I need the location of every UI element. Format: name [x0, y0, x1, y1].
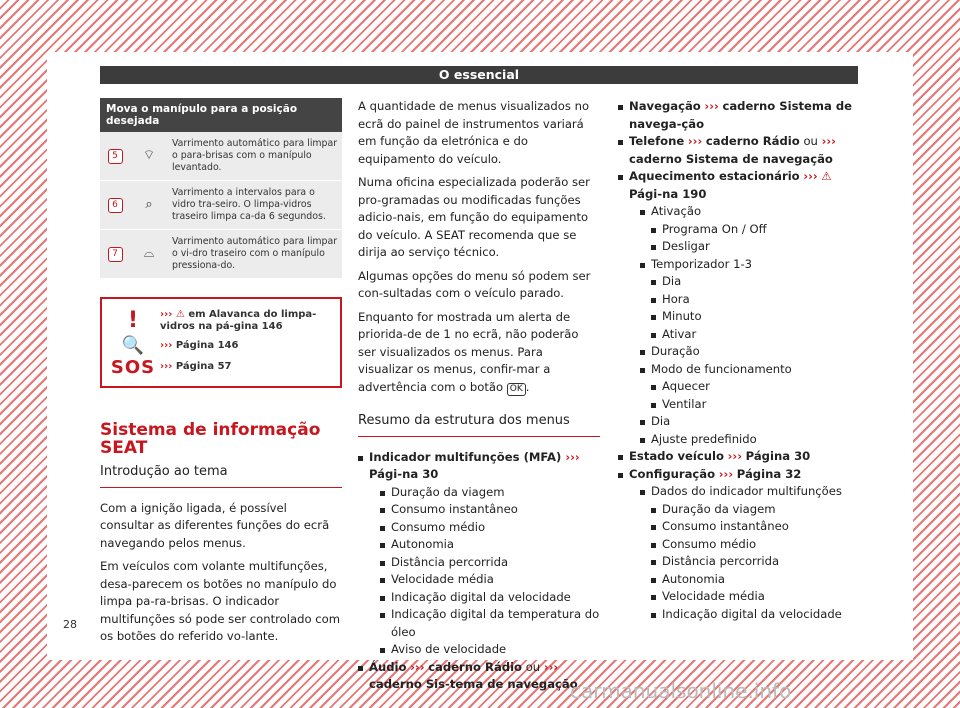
table-row — [100, 181, 342, 230]
list-item: Ajuste predefinido — [640, 431, 860, 449]
menu-summary-heading: Resumo da estrutura dos menus — [358, 412, 600, 437]
list-item: Hora — [651, 291, 860, 309]
section-title: Sistema de informação SEAT — [100, 420, 321, 458]
table-row — [100, 132, 342, 181]
row-text: Varrimento a intervalos para o vidro tra-seiro. O limpa-vidros traseiro limpa ca-da 6 segundos. — [168, 181, 342, 230]
list-item: Indicação digital da velocidade — [651, 606, 860, 624]
list-item: Duração — [640, 343, 860, 361]
sos-icon: SOS — [110, 356, 156, 378]
ref-link[interactable]: Página 32 — [736, 466, 802, 481]
page-number: 28 — [63, 618, 77, 631]
menu-list-continued — [618, 98, 860, 623]
rear-washer-icon: ⌓ — [130, 230, 168, 279]
list-item: Consumo médio — [651, 536, 860, 554]
row-number: 7 — [108, 247, 123, 262]
ref-link[interactable]: Pági-na 30 — [369, 467, 439, 481]
mfa-sublist — [369, 484, 600, 659]
list-item: Desligar — [651, 238, 860, 256]
ref-arrows: ››› — [160, 309, 173, 320]
list-item: Indicação digital da temperatura do óleo — [380, 606, 600, 641]
page-header: O essencial — [100, 66, 858, 84]
list-item: Telefone ››› caderno Rádio ou ››› caderno Sistema de navegação — [618, 133, 860, 168]
wiper-table — [100, 98, 342, 279]
ref-link[interactable]: caderno Rádio — [428, 659, 523, 674]
warning-ref-3[interactable]: Página 57 — [175, 361, 232, 373]
list-item: Ativação — [640, 203, 860, 221]
warning-ref-1[interactable]: em Alavanca do limpa-vidros na pá-gina 146 — [160, 309, 317, 332]
warning-ref-2[interactable]: Página 146 — [175, 339, 239, 351]
list-item: Dia — [640, 413, 860, 431]
ref-link[interactable]: caderno Sistema de navega-ção — [629, 99, 853, 131]
list-item: Dia — [651, 273, 860, 291]
list-item: Indicação digital da velocidade — [380, 589, 600, 607]
list-item: Dados do indicador multifunções — [640, 483, 860, 501]
list-item: Ventilar — [651, 396, 860, 414]
row-text: Varrimento automático para limpar o vi-dro traseiro com o manípulo pressiona-do. — [168, 230, 342, 279]
column-middle — [358, 98, 600, 694]
list-item: Aquecer — [651, 378, 860, 396]
column-left — [100, 98, 342, 652]
column-right — [618, 98, 860, 623]
warning-triangle-icon: ⚠ — [175, 309, 185, 320]
list-item: Configuração ››› Página 32 Dados do indicador multifunções Duração da viagem Consumo instantâneo Consumo médio Distância percorrida Autonomia Velocidade média Indicação digital da velocidade — [618, 466, 860, 624]
list-item: Autonomia — [380, 536, 600, 554]
leaf-magnifier-icon: 🔍 — [121, 335, 145, 356]
exclamation-icon: ! — [127, 308, 139, 334]
row-number: 5 — [108, 149, 123, 164]
menu-list — [358, 449, 600, 694]
rear-wiper-interval-icon: ⌕ — [130, 181, 168, 230]
dados-sublist — [640, 501, 860, 624]
ref-link[interactable]: caderno Sistema de navegação — [629, 151, 833, 166]
windshield-wiper-icon: ⌔ — [130, 132, 168, 181]
list-item: Temporizador 1-3 — [640, 256, 860, 274]
paragraph: A quantidade de menus visualizados no ecrã do painel de instrumentos variará em função da eletrónica e do equipamento do veículo. — [358, 99, 590, 166]
ref-arrows: ››› — [160, 339, 173, 351]
list-item: Minuto — [651, 308, 860, 326]
list-item: Distância percorrida — [651, 553, 860, 571]
paragraph: Algumas opções do menu só podem ser con-sultadas com o veículo parado. — [358, 268, 591, 300]
list-item: Velocidade média — [380, 571, 600, 589]
ref-link[interactable]: caderno Sis-tema de navegação — [369, 677, 578, 691]
list-item: Consumo instantâneo — [651, 518, 860, 536]
list-item: Programa On / Off — [651, 221, 860, 239]
paragraph: Em veículos com volante multifunções, desa-parecem os botões no manípulo do limpa pa-ra-brisas. O indicador multifunções só pode ser controlado com os botões do referido vo-lante. — [100, 559, 340, 643]
list-item: Estado veículo ››› Página 30 — [618, 448, 860, 466]
list-item: Duração da viagem — [651, 501, 860, 519]
paragraph: Enquanto for mostrada um alerta de priorida-de de 1 no ecrã, não poderão ser visualizados os menus. Para visualizar os menus, confir-mar a advertência com o botão OK . — [358, 309, 579, 394]
list-item: Ativar — [651, 326, 860, 344]
row-number: 6 — [108, 198, 123, 213]
ref-link[interactable]: caderno Rádio — [705, 134, 800, 148]
section-subtitle: Introdução ao tema — [100, 463, 342, 488]
list-item: Distância percorrida — [380, 554, 600, 572]
table-heading: Mova o manípulo para a posição desejada — [100, 98, 342, 132]
ref-link[interactable]: Página 30 — [745, 449, 811, 463]
list-item: Aquecimento estacionário ››› ⚠ Pági-na 190 Ativação Programa On / Off Desligar Temporizador 1-3 Dia Hora Minuto Ativar Duração Modo de funcionamento Aquecer Ventilar Dia Ajuste predefinido — [618, 168, 860, 448]
list-item: Velocidade média — [651, 588, 860, 606]
list-item: Indicador multifunções (MFA) ››› Pági-na 30 Duração da viagem Consumo instantâneo Consumo médio Autonomia Distância percorrida Velocidade média Indicação digital da velocidade Indicação digital da temperatura do óleo Aviso de velocidade — [358, 449, 600, 659]
list-item: Consumo instantâneo — [380, 501, 600, 519]
list-item: Duração da viagem — [380, 484, 600, 502]
ref-arrows: ››› — [160, 361, 173, 373]
list-item: Autonomia — [651, 571, 860, 589]
warning-box — [100, 297, 342, 388]
watermark: carmanualsonline.info — [570, 679, 792, 703]
paragraph: Com a ignição ligada, é possível consultar as diferentes funções do ecrã navegando pelos menus. — [100, 500, 330, 550]
table-row — [100, 230, 342, 279]
list-item: Modo de funcionamento — [640, 361, 860, 379]
row-text: Varrimento automático para limpar o para-brisas com o manípulo levantado. — [168, 132, 342, 181]
list-item: Aviso de velocidade — [380, 641, 600, 659]
ok-button-icon: OK — [507, 383, 526, 396]
warning-leaf-icon: ⚠ — [821, 169, 832, 183]
list-item: Consumo médio — [380, 519, 600, 537]
ref-link[interactable]: Pági-na 190 — [629, 186, 707, 201]
list-item: Áudio ››› caderno Rádio ou ››› caderno Sis-tema de navegação — [358, 659, 600, 694]
list-item: Navegação ››› caderno Sistema de navega-ção — [618, 98, 860, 133]
paragraph: Numa oficina especializada poderão ser pro-gramadas ou modificadas funções adicio-nais, em função do equipamento do veículo. A SEAT recomenda que se dirija ao serviço técnico. — [358, 175, 590, 259]
